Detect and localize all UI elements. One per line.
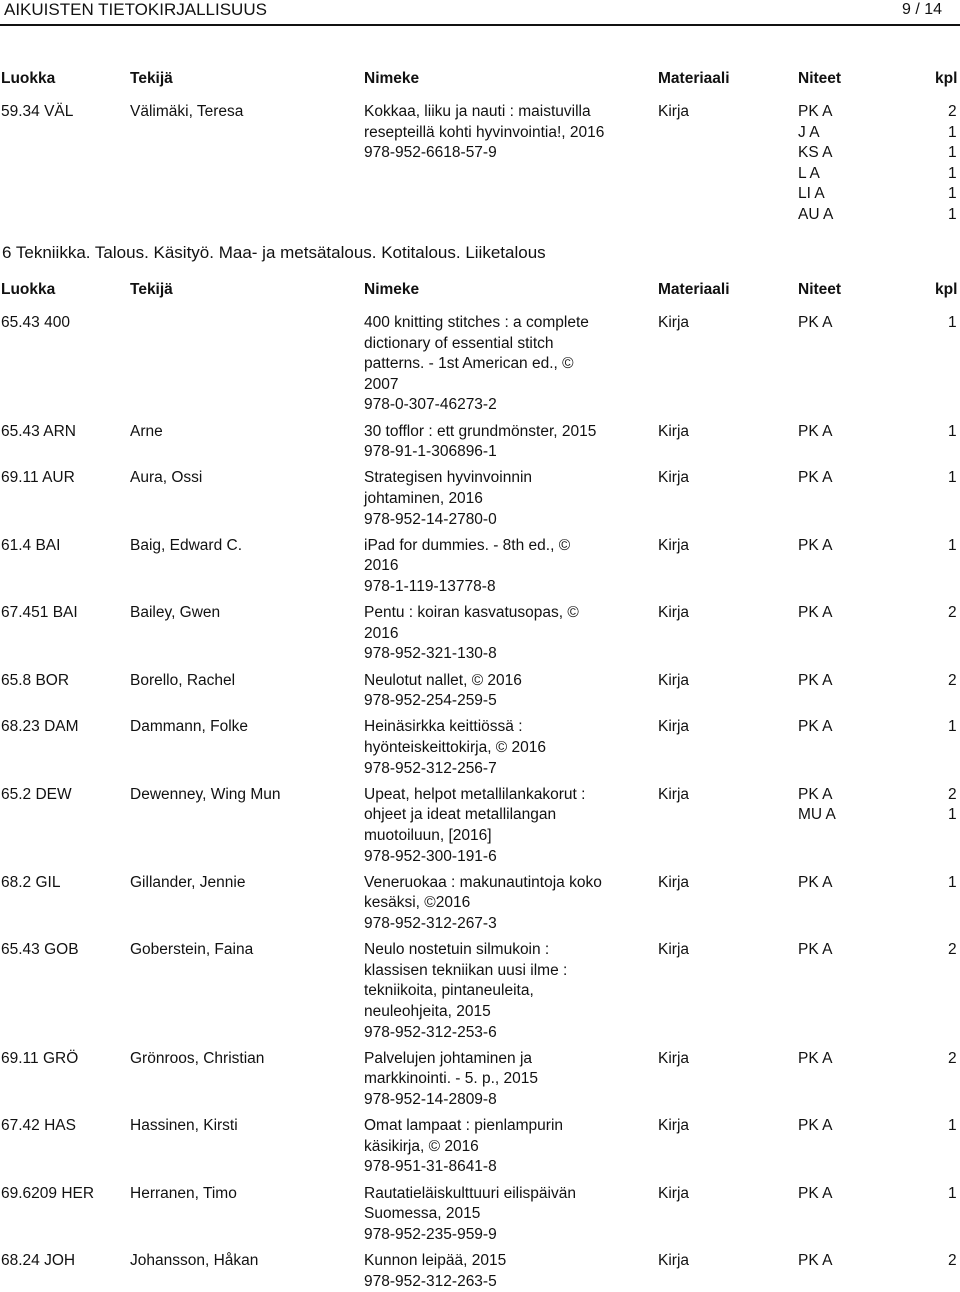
entry-nimeke <box>364 785 626 867</box>
niteet-row <box>798 123 957 144</box>
entry-nimeke <box>364 940 626 1043</box>
header-divider <box>0 24 960 26</box>
entry-tekija: Dewenney, Wing Mun <box>130 785 281 803</box>
nimeke-line: resepteillä kohti hyvinvointia!, 2016 <box>364 123 605 141</box>
entry-luokka: 65.43 ARN <box>1 422 76 440</box>
entry-luokka: 69.6209 HER <box>1 1184 95 1202</box>
niteet-location: PK A <box>798 1117 833 1135</box>
entry-materiaali: Kirja <box>658 671 690 689</box>
nimeke-line: 30 tofflor : ett grundmönster, 2015 <box>364 422 597 440</box>
nimeke-line: 978-952-321-130-8 <box>364 645 497 663</box>
nimeke-line: dictionary of essential stitch <box>364 334 554 352</box>
nimeke-line: 978-91-1-306896-1 <box>364 443 497 461</box>
nimeke-line: Veneruokaa : makunautintoja koko <box>364 873 602 891</box>
entry-luokka: 59.34 VÄL <box>1 103 74 120</box>
niteet-kpl: 2 <box>948 671 957 689</box>
entry-luokka: 65.43 GOB <box>1 941 79 959</box>
niteet-row <box>798 205 957 226</box>
niteet-kpl: 2 <box>948 1049 957 1067</box>
nimeke-line: Rautatieläiskulttuuri eilispäivän <box>364 1184 576 1202</box>
niteet-row <box>798 102 957 123</box>
nimeke-line: 2016 <box>364 557 399 575</box>
niteet-location: PK A <box>798 671 833 689</box>
nimeke-line: markkinointi. - 5. p., 2015 <box>364 1070 539 1088</box>
entry-nimeke <box>364 313 626 416</box>
niteet-row <box>798 1049 957 1070</box>
column-header-row <box>0 70 960 90</box>
niteet-row <box>798 717 957 738</box>
niteet-kpl: 1 <box>948 164 957 182</box>
niteet-kpl: 1 <box>948 1117 957 1135</box>
column-header-row-2 <box>0 281 960 301</box>
niteet-location: PK A <box>798 718 833 736</box>
nimeke-line: 400 knitting stitches : a complete <box>364 314 589 331</box>
entry-niteet <box>798 940 960 961</box>
entry-luokka: 61.4 BAI <box>1 536 61 554</box>
niteet-kpl: 2 <box>948 604 957 622</box>
entry-materiaali: Kirja <box>658 422 690 440</box>
nimeke-line: 2016 <box>364 624 399 642</box>
niteet-location: PK A <box>798 103 833 120</box>
niteet-location: PK A <box>798 1252 833 1269</box>
entry-materiaali: Kirja <box>658 1184 690 1202</box>
entry-luokka: 68.24 JOH <box>1 1252 76 1269</box>
niteet-location: PK A <box>798 422 833 440</box>
nimeke-line: 978-952-6618-57-9 <box>364 144 497 162</box>
nimeke-line: tekniikoita, pintaneuleita, <box>364 982 534 1000</box>
entry-luokka: 68.2 GIL <box>1 873 61 891</box>
entry-luokka: 69.11 GRÖ <box>1 1049 79 1067</box>
column-header-kpl: kpl <box>935 281 958 298</box>
entry-niteet <box>798 1184 960 1205</box>
entry-nimeke <box>364 468 626 530</box>
column-header-nimeke: Nimeke <box>364 281 420 298</box>
entry-tekija: Herranen, Timo <box>130 1184 237 1202</box>
niteet-location: PK A <box>798 469 833 487</box>
entry-tekija: Aura, Ossi <box>130 469 203 487</box>
nimeke-line: Kunnon leipää, 2015 <box>364 1252 507 1269</box>
nimeke-line: 978-952-312-267-3 <box>364 914 497 932</box>
niteet-row <box>798 468 957 489</box>
entry-niteet <box>798 102 960 226</box>
entry-tekija: Grönroos, Christian <box>130 1049 265 1067</box>
niteet-location: PK A <box>798 314 833 331</box>
entry-materiaali: Kirja <box>658 314 690 331</box>
document-title: AIKUISTEN TIETOKIRJALLISUUS <box>4 0 267 19</box>
entry-materiaali: Kirja <box>658 718 690 736</box>
nimeke-line: 978-951-31-8641-8 <box>364 1158 497 1176</box>
nimeke-line: Neulo nostetuin silmukoin : <box>364 941 550 959</box>
niteet-row <box>798 164 957 185</box>
niteet-row <box>798 313 957 334</box>
entry-niteet <box>798 873 960 894</box>
entry-niteet <box>798 1251 960 1272</box>
entry-nimeke <box>364 422 626 463</box>
entry-tekija: Arne <box>130 422 163 440</box>
niteet-kpl: 1 <box>948 873 957 891</box>
entry-tekija: Bailey, Gwen <box>130 604 221 622</box>
entry-tekija: Baig, Edward C. <box>130 536 242 554</box>
niteet-row <box>798 940 957 961</box>
nimeke-line: johtaminen, 2016 <box>364 489 483 507</box>
entry-luokka: 69.11 AUR <box>1 469 75 487</box>
nimeke-line: 978-952-312-253-6 <box>364 1023 497 1041</box>
niteet-kpl: 2 <box>948 1252 957 1269</box>
niteet-location: PK A <box>798 941 833 959</box>
niteet-kpl: 1 <box>948 314 957 331</box>
entry-nimeke <box>364 536 626 598</box>
column-header-tekija: Tekijä <box>130 70 173 87</box>
entry-luokka: 65.2 DEW <box>1 785 72 803</box>
nimeke-line: Strategisen hyvinvoinnin <box>364 469 533 487</box>
nimeke-line: Pentu : koiran kasvatusopas, © <box>364 604 579 622</box>
entry-tekija: Gillander, Jennie <box>130 873 246 891</box>
column-header-niteet: Niteet <box>798 281 842 298</box>
niteet-row <box>798 184 957 205</box>
niteet-kpl: 1 <box>948 205 957 223</box>
entry-nimeke <box>364 1049 626 1111</box>
nimeke-line: Kokkaa, liiku ja nauti : maistuvilla <box>364 103 591 120</box>
niteet-row <box>798 422 957 443</box>
niteet-location: PK A <box>798 604 833 622</box>
entry-tekija: Borello, Rachel <box>130 671 236 689</box>
niteet-row <box>798 603 957 624</box>
nimeke-line: Upeat, helpot metallilankakorut : <box>364 785 586 803</box>
niteet-location: PK A <box>798 1049 833 1067</box>
section-title: 6 Tekniikka. Talous. Käsityö. Maa- ja metsätalous. Kotitalous. Liiketalous <box>2 243 546 262</box>
nimeke-line: neuleohjeita, 2015 <box>364 1002 491 1020</box>
column-header-niteet: Niteet <box>798 70 842 87</box>
niteet-kpl: 1 <box>948 123 957 141</box>
niteet-kpl: 1 <box>948 806 957 824</box>
entry-luokka: 65.43 400 <box>1 314 70 331</box>
nimeke-line: muotoiluun, [2016] <box>364 826 492 844</box>
niteet-kpl: 2 <box>948 103 957 120</box>
column-header-luokka: Luokka <box>1 281 56 298</box>
entry-niteet <box>798 1049 960 1070</box>
nimeke-line: 978-952-14-2809-8 <box>364 1090 497 1108</box>
niteet-kpl: 1 <box>948 185 957 203</box>
niteet-location: LI A <box>798 185 825 203</box>
nimeke-line: 978-952-312-263-5 <box>364 1272 497 1290</box>
nimeke-line: 978-0-307-46273-2 <box>364 396 497 414</box>
column-header-nimeke: Nimeke <box>364 70 420 87</box>
entry-nimeke <box>364 671 626 712</box>
niteet-location: KS A <box>798 144 833 162</box>
niteet-location: PK A <box>798 873 833 891</box>
nimeke-line: Omat lampaat : pienlampurin <box>364 1117 564 1135</box>
entry-niteet <box>798 422 960 443</box>
niteet-location: J A <box>798 123 820 141</box>
nimeke-line: Palvelujen johtaminen ja <box>364 1049 533 1067</box>
entry-luokka: 65.8 BOR <box>1 671 70 689</box>
entry-niteet <box>798 536 960 557</box>
entry-nimeke <box>364 1184 626 1246</box>
entry-nimeke <box>364 603 626 665</box>
entry-materiaali: Kirja <box>658 1117 690 1135</box>
entry-tekija: Välimäki, Teresa <box>130 103 244 120</box>
column-header-kpl: kpl <box>935 70 958 87</box>
nimeke-line: ohjeet ja ideat metallilangan <box>364 806 557 824</box>
niteet-location: L A <box>798 164 820 182</box>
niteet-kpl: 1 <box>948 422 957 440</box>
entry-niteet <box>798 603 960 624</box>
nimeke-line: 978-952-300-191-6 <box>364 847 497 865</box>
entry-tekija: Dammann, Folke <box>130 718 249 736</box>
page-header <box>0 0 960 22</box>
entry-materiaali: Kirja <box>658 1049 690 1067</box>
niteet-location: MU A <box>798 806 836 824</box>
entry-niteet <box>798 785 960 826</box>
entry-materiaali: Kirja <box>658 536 690 554</box>
niteet-row <box>798 1251 957 1272</box>
nimeke-line: hyönteiskeittokirja, © 2016 <box>364 738 547 756</box>
entry-niteet <box>798 717 960 738</box>
column-header-materiaali: Materiaali <box>658 281 730 298</box>
entry-nimeke <box>364 873 626 935</box>
nimeke-line: käsikirja, © 2016 <box>364 1137 479 1155</box>
entry-nimeke <box>364 1251 626 1292</box>
entry-nimeke <box>364 102 626 164</box>
column-header-materiaali: Materiaali <box>658 70 730 87</box>
niteet-kpl: 2 <box>948 941 957 959</box>
niteet-row <box>798 1184 957 1205</box>
niteet-row <box>798 873 957 894</box>
nimeke-line: 978-952-312-256-7 <box>364 759 497 777</box>
nimeke-line: Heinäsirkka keittiössä : <box>364 718 523 736</box>
nimeke-line: patterns. - 1st American ed., © <box>364 355 574 373</box>
entry-tekija: Hassinen, Kirsti <box>130 1117 238 1135</box>
entry-niteet <box>798 1116 960 1137</box>
entry-materiaali: Kirja <box>658 103 690 120</box>
niteet-row <box>798 805 957 826</box>
nimeke-line: 978-952-254-259-5 <box>364 692 497 710</box>
niteet-kpl: 1 <box>948 144 957 162</box>
niteet-row <box>798 536 957 557</box>
entry-niteet <box>798 313 960 334</box>
entry-nimeke <box>364 717 626 779</box>
entry-materiaali: Kirja <box>658 604 690 622</box>
entry-niteet <box>798 468 960 489</box>
niteet-location: AU A <box>798 205 834 223</box>
nimeke-line: 978-952-235-959-9 <box>364 1225 497 1243</box>
entry-materiaali: Kirja <box>658 785 690 803</box>
column-header-tekija: Tekijä <box>130 281 173 298</box>
niteet-kpl: 1 <box>948 536 957 554</box>
niteet-location: PK A <box>798 785 833 803</box>
niteet-location: PK A <box>798 1184 833 1202</box>
nimeke-line: kesäksi, ©2016 <box>364 894 471 912</box>
niteet-kpl: 1 <box>948 1184 957 1202</box>
entry-materiaali: Kirja <box>658 1252 690 1269</box>
entry-niteet <box>798 671 960 692</box>
column-header-luokka: Luokka <box>1 70 56 87</box>
niteet-row <box>798 143 957 164</box>
nimeke-line: klassisen tekniikan uusi ilme : <box>364 961 568 979</box>
entry-materiaali: Kirja <box>658 941 690 959</box>
entry-materiaali: Kirja <box>658 873 690 891</box>
nimeke-line: Suomessa, 2015 <box>364 1205 481 1223</box>
page-number: 9 / 14 <box>901 1 942 18</box>
niteet-kpl: 1 <box>948 469 957 487</box>
niteet-location: PK A <box>798 536 833 554</box>
entry-tekija: Johansson, Håkan <box>130 1252 259 1269</box>
nimeke-line: Neulotut nallet, © 2016 <box>364 671 522 689</box>
niteet-kpl: 2 <box>948 785 957 803</box>
entry-tekija: Goberstein, Faina <box>130 941 254 959</box>
nimeke-line: iPad for dummies. - 8th ed., © <box>364 536 571 554</box>
nimeke-line: 978-952-14-2780-0 <box>364 510 497 528</box>
entry-luokka: 67.451 BAI <box>1 604 78 622</box>
niteet-row <box>798 1116 957 1137</box>
entry-materiaali: Kirja <box>658 469 690 487</box>
entry-luokka: 67.42 HAS <box>1 1117 76 1135</box>
entry-nimeke <box>364 1116 626 1178</box>
entry-luokka: 68.23 DAM <box>1 718 79 736</box>
nimeke-line: 2007 <box>364 375 399 393</box>
nimeke-line: 978-1-119-13778-8 <box>364 577 496 595</box>
niteet-kpl: 1 <box>948 718 957 736</box>
niteet-row <box>798 785 957 806</box>
niteet-row <box>798 671 957 692</box>
